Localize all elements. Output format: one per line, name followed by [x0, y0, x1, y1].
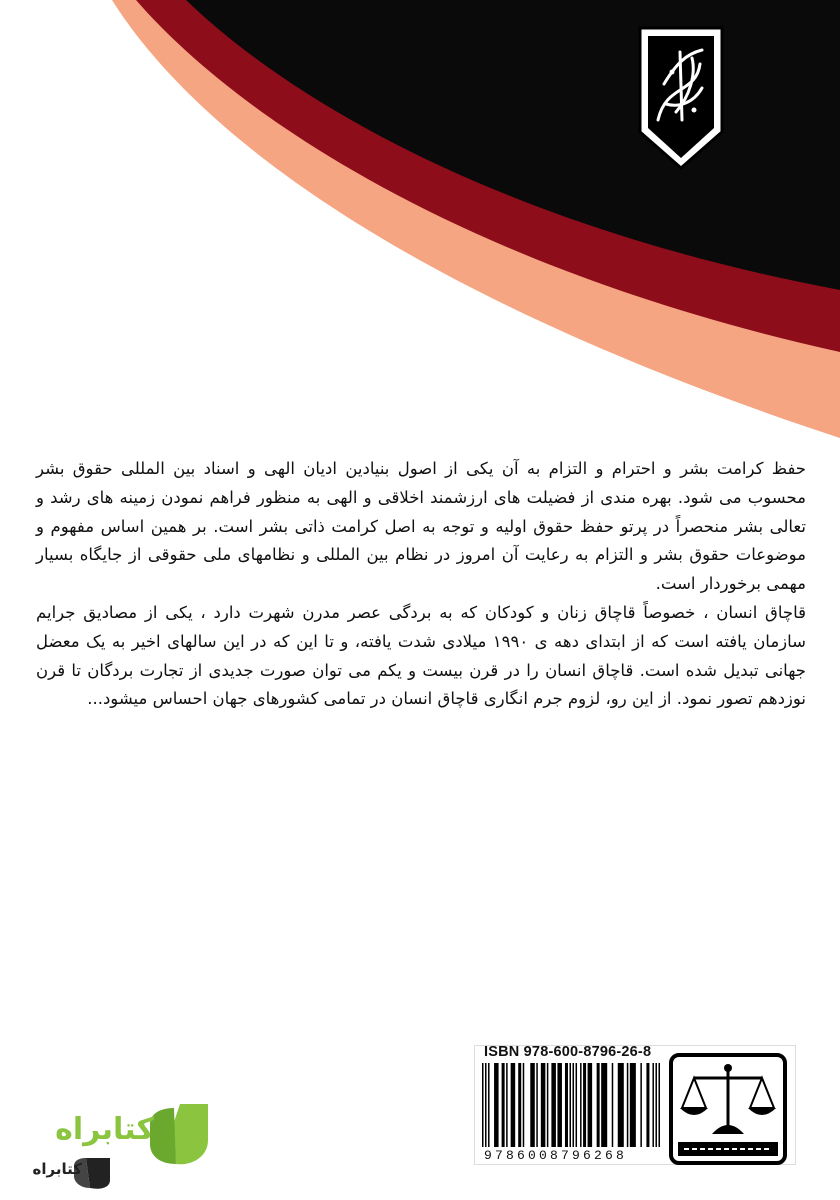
barcode-bar — [630, 1063, 636, 1147]
back-cover-blurb — [36, 455, 806, 714]
barcode-bar — [485, 1063, 487, 1147]
barcode-bar — [494, 1063, 499, 1147]
barcode-bar — [618, 1063, 624, 1147]
barcode-bar — [573, 1063, 575, 1147]
barcode-bar — [640, 1063, 642, 1147]
barcode-bar — [551, 1063, 556, 1147]
isbn-label: ISBN 978-600-8796-26-8 — [484, 1044, 652, 1060]
barcode-bar — [601, 1063, 607, 1147]
barcode-bar — [597, 1063, 600, 1147]
barcode-bar — [541, 1063, 546, 1147]
barcode-bar — [658, 1063, 660, 1147]
barcode-bar — [580, 1063, 582, 1147]
barcode-bar — [518, 1063, 521, 1147]
site-name-large: کتابراه — [55, 1112, 154, 1147]
barcode-bar — [652, 1063, 654, 1147]
barcode-bars — [482, 1063, 660, 1153]
barcode-bar — [583, 1063, 586, 1147]
barcode-bar — [530, 1063, 535, 1147]
barcode-bar — [565, 1063, 568, 1147]
blurb-paragraph-2: قاچاق انسان ، خصوصاً قاچاق زنان و کودکان که به بردگی عصر مدرن شهرت دارد ، یکی از مصادیق جرایم سازمان یافته است که از ابتدای دهه ی ۱۹۹۰ میلادی شدت یافته، و تا این که در این سالهای اخیر به یک معضل جهانی تبدیل شده است. قاچاق انسان را در قرن بیست و یکم می توان صورت جدیدی از تجارت بردگان تا قرن نوزدهم تصور نمود. از این رو، لزوم جرم انگاری قاچاق انسان در تمامی کشورهای جهان احساس میشود... — [36, 602, 806, 709]
barcode-bar — [502, 1063, 505, 1147]
site-name-small: کتابراه — [32, 1160, 82, 1178]
scales-of-justice-icon — [668, 1052, 788, 1166]
barcode-bar — [536, 1063, 538, 1147]
barcode-bar — [612, 1063, 614, 1147]
barcode-bar — [655, 1063, 657, 1147]
barcode-bar — [588, 1063, 593, 1147]
barcode-bar — [482, 1063, 484, 1147]
barcode-bar — [627, 1063, 629, 1147]
barcode-bar — [569, 1063, 571, 1147]
barcode-bar — [646, 1063, 649, 1147]
barcode-bar — [576, 1063, 578, 1147]
blurb-paragraph-1: حفظ کرامت بشر و احترام و التزام به آن یکی از اصول بنیادین ادیان الهی و اسناد بین المللی حقوق بشر محسوب می شود. بهره مندی از فضیلت های ارزشمند اخلاقی و الهی به منظور فراهم نمودن زمینه های رشد و تعالی بشر منحصراً در پرتو حفظ حقوق اولیه و توجه به اصل کرامت ذاتی بشر است. بر همین اساس مفهوم و موضوعات حقوق بشر و التزام به رعایت آن امروز در نظام بین المللی و نظامهای ملی حقوقی از جایگاه بسیار مهمی برخوردار است. — [36, 459, 806, 594]
barcode-bar — [523, 1063, 525, 1147]
barcode-digits: 9786008796268 — [484, 1148, 628, 1163]
barcode-bar — [547, 1063, 549, 1147]
barcode-bar — [506, 1063, 508, 1147]
barcode-bar — [557, 1063, 562, 1147]
barcode-bar — [488, 1063, 490, 1147]
publisher-calligraphy-emblem-icon — [636, 24, 726, 172]
barcode-bar — [511, 1063, 516, 1147]
